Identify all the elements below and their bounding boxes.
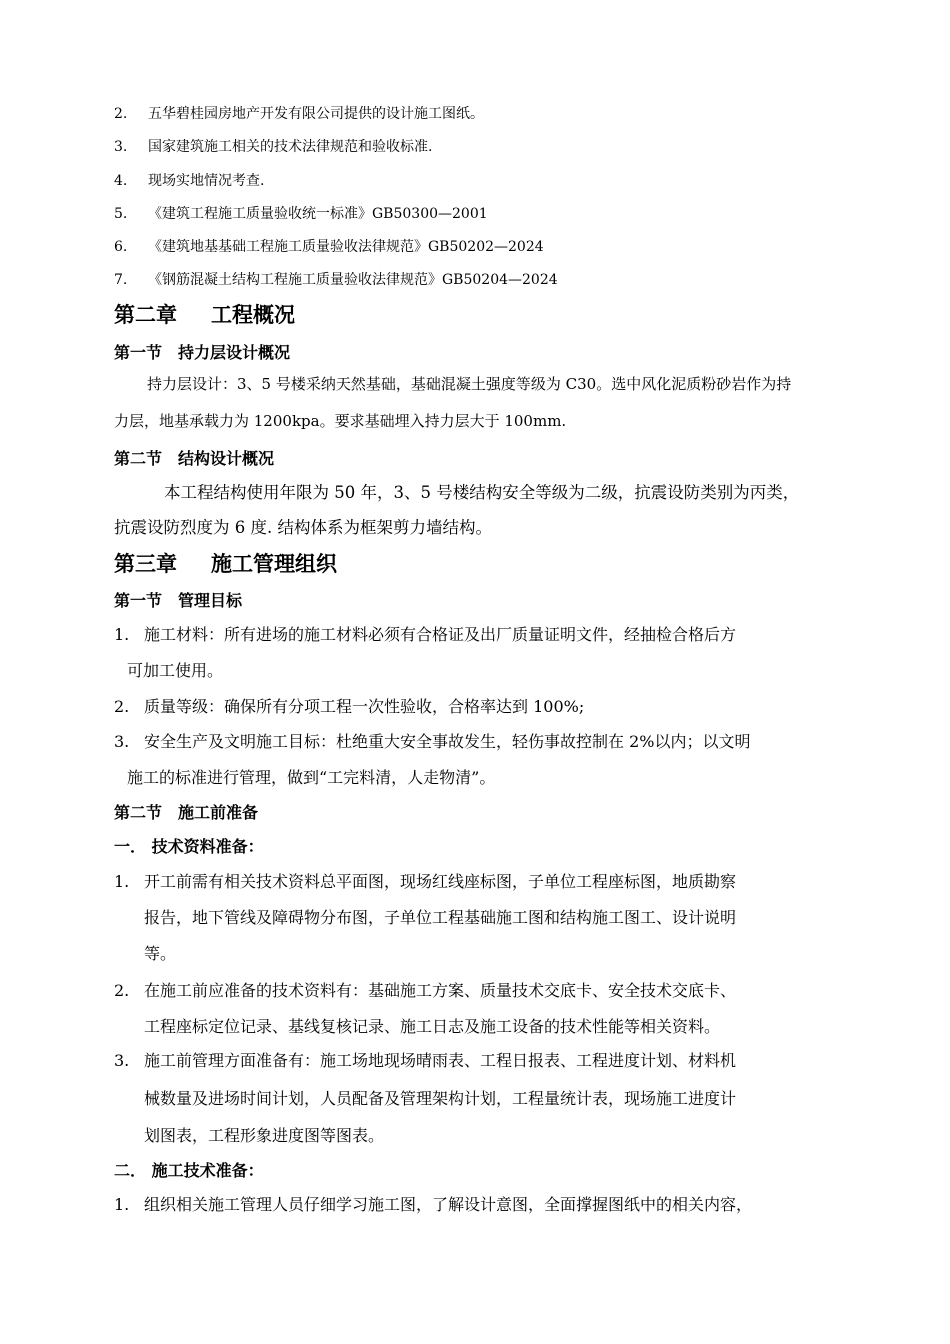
goal-number: 3. [114, 732, 130, 751]
goal-item [114, 622, 736, 645]
tech-item [114, 1048, 736, 1071]
section-heading [114, 588, 242, 611]
section-heading [114, 340, 290, 363]
paragraph-line: 本工程结构使用年限为 50 年，3、5 号楼结构安全等级为二级，抗震设防类别为丙类， [164, 483, 800, 502]
section-title: 施工前准备 [178, 803, 259, 822]
tech-continuation: 械数量及进场时间计划，人员配备及管理架构计划，工程量统计表，现场施工进度计 [144, 1089, 737, 1108]
reference-number: 4. [114, 173, 128, 189]
reference-item [114, 203, 488, 223]
goal-number: 1. [114, 625, 130, 644]
reference-number: 7. [114, 272, 128, 288]
reference-text: 现场实地情况考查. [148, 173, 265, 189]
tech-item [114, 869, 736, 892]
section-title: 持力层设计概况 [178, 343, 291, 362]
goal-continuation: 可加工使用。 [127, 661, 224, 680]
paragraph-line: 持力层设计：3、5 号楼采纳天然基础，基础混凝土强度等级为 C30。选中风化泥质粉砂岩作为持 [147, 375, 792, 393]
subsection-heading: 一． 技术资料准备： [114, 837, 264, 856]
reference-text: 《建筑地基基础工程施工质量验收法律规范》GB50202—2024 [148, 239, 544, 255]
reference-number: 6. [114, 239, 128, 255]
tech-text: 在施工前应准备的技术资料有：基础施工方案、质量技术交底卡、安全技术交底卡、 [144, 981, 737, 1000]
prep-number: 1. [114, 1195, 130, 1214]
tech-number: 3. [114, 1051, 130, 1070]
chapter-heading [114, 548, 337, 578]
section-label: 第一节 [114, 591, 163, 610]
section-label: 第二节 [114, 449, 163, 468]
paragraph-line: 力层，地基承载力为 1200kpa。要求基础埋入持力层大于 100mm. [114, 412, 567, 430]
reference-text: 五华碧桂园房地产开发有限公司提供的设计施工图纸。 [148, 106, 484, 122]
chapter-title: 施工管理组织 [211, 552, 337, 576]
tech-continuation: 工程座标定位记录、基线复核记录、施工日志及施工设备的技术性能等相关资料。 [144, 1017, 721, 1036]
tech-continuation: 报告，地下管线及障碍物分布图，子单位工程基础施工图和结构施工图工、设计说明 [144, 908, 737, 927]
prep-text: 组织相关施工管理人员仔细学习施工图，了解设计意图，全面撑握图纸中的相关内容， [144, 1195, 753, 1214]
reference-text: 《钢筋混凝土结构工程施工质量验收法律规范》GB50204—2024 [148, 272, 558, 288]
reference-item [114, 136, 432, 156]
goal-item [114, 694, 584, 717]
chapter-label: 第二章 [114, 303, 177, 327]
chapter-title: 工程概况 [211, 303, 295, 327]
section-title: 管理目标 [178, 591, 243, 610]
goal-text: 质量等级：确保所有分项工程一次性验收，合格率达到 100%; [144, 697, 585, 716]
reference-number: 2. [114, 106, 128, 122]
reference-text: 国家建筑施工相关的技术法律规范和验收标准. [148, 139, 433, 155]
paragraph-line: 抗震设防烈度为 6 度. 结构体系为框架剪力墙结构。 [114, 518, 492, 537]
tech-continuation: 等。 [144, 944, 177, 963]
reference-item [114, 170, 264, 190]
chapter-heading [114, 299, 295, 329]
reference-number: 3. [114, 139, 128, 155]
goal-text: 施工材料：所有进场的施工材料必须有合格证及出厂质量证明文件，经抽检合格后方 [144, 625, 737, 644]
tech-item [114, 978, 736, 1001]
subsection-heading: 二． 施工技术准备： [114, 1161, 264, 1180]
reference-number: 5. [114, 206, 128, 222]
reference-item [114, 103, 484, 123]
section-heading [114, 446, 274, 469]
reference-text: 《建筑工程施工质量验收统一标准》GB50300—2001 [148, 206, 488, 222]
goal-continuation: 施工的标准进行管理，做到“工完料清，人走物清”。 [127, 768, 496, 787]
chapter-label: 第三章 [114, 552, 177, 576]
section-heading [114, 800, 258, 823]
goal-text: 安全生产及文明施工目标：杜绝重大安全事故发生，轻伤事故控制在 2%以内；以文明 [144, 732, 751, 751]
tech-continuation: 划图表，工程形象进度图等图表。 [144, 1126, 385, 1145]
section-label: 第一节 [114, 343, 163, 362]
section-title: 结构设计概况 [178, 449, 275, 468]
reference-item [114, 236, 544, 256]
goal-number: 2. [114, 697, 130, 716]
tech-number: 2. [114, 981, 130, 1000]
goal-item [114, 729, 750, 752]
section-label: 第二节 [114, 803, 163, 822]
reference-item [114, 269, 558, 289]
prep-item [114, 1192, 752, 1215]
tech-text: 开工前需有相关技术资料总平面图，现场红线座标图，子单位工程座标图，地质勘察 [144, 872, 737, 891]
tech-text: 施工前管理方面准备有：施工场地现场晴雨表、工程日报表、工程进度计划、材料机 [144, 1051, 737, 1070]
tech-number: 1. [114, 872, 130, 891]
